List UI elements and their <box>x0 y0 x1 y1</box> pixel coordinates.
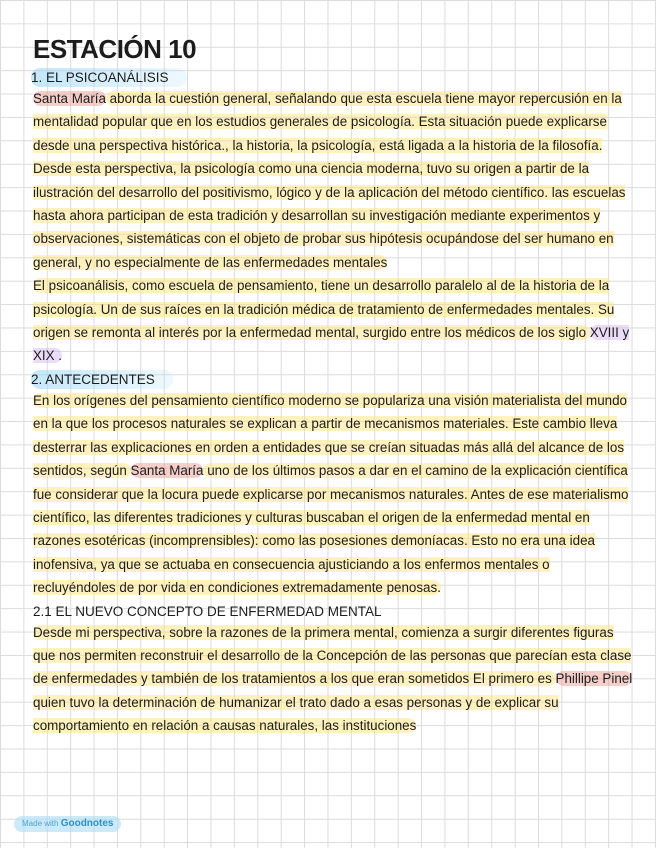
highlighted-text: En los orígenes del pensamiento científico moderno se populariza una visión materialista del mundo en la que los procesos naturales se explican a partir de mecanismos materiales. Este cambio lleva desterrar las explicaciones en orden a entidades que se creían situadas más allá del alcance de los sentidos, según <box>33 392 627 479</box>
section-heading: 1. EL PSICOANÁLISIS <box>31 68 187 87</box>
section-antecedentes <box>33 368 633 600</box>
section-nuevo-concepto <box>33 600 633 738</box>
section-heading: 2. ANTECEDENTES <box>31 370 173 389</box>
note-page <box>33 34 633 738</box>
highlighted-text: Desde mi perspectiva, sobre la razones de la primera mental, comienza a surgir diferentes figuras que nos permiten reconstruir el desarrollo de la Concepción de las personas que parecían esta clase de enfermedades y también de los tratamientos a los que eran sometidos El primero es <box>33 624 632 687</box>
paragraph <box>33 389 633 600</box>
badge-prefix: Made with <box>22 819 59 828</box>
highlighted-text: El psicoanálisis, como escuela de pensamiento, tiene un desarrollo paralelo al de la historia de la psicología. Un de sus raíces en la tradición médica de tratamiento de enfermedades mentales. Su origen se remonta al interés por la enfermedad mental, surgido entre los médicos de los siglo <box>33 278 615 341</box>
paragraph <box>33 274 633 368</box>
page-title: ESTACIÓN 10 <box>33 34 197 64</box>
highlighted-text: uno de los últimos pasos a dar en el camino de la explicación científica fue considerar que la locura puede explicarse por mecanismos naturales. Antes de ese materialismo científico, las diferentes tradiciones y culturas buscaban el origen de la enfermedad mental en razones esotéricas (incomprensibles): como las posesiones demoníacas. Esto no era una idea inofensiva, ya que se actuaba en consecuencia ajusticiando a los enfermos mentales o recluyéndoles de por vida en condiciones extremadamente penosas. <box>33 463 629 596</box>
goodnotes-badge <box>14 816 121 832</box>
paragraph <box>33 87 633 274</box>
highlighted-text: Phillipe Pinel <box>555 671 633 687</box>
highlighted-text: Santa María <box>130 463 204 479</box>
section-heading: 2.1 EL NUEVO CONCEPTO DE ENFERMEDAD MENTAL <box>33 603 382 619</box>
highlighted-text: XVIII y XIX . <box>33 325 630 364</box>
highlighted-text: Santa María <box>33 91 106 106</box>
section-psicoanalisis <box>33 66 633 368</box>
highlighted-text: quien tuvo la determinación de humanizar el trato dado a esas personas y de explicar su comportamiento en relación a causas naturales, las instituciones <box>33 694 559 734</box>
paragraph <box>33 621 633 738</box>
badge-brand: Goodnotes <box>60 818 114 829</box>
highlighted-text: aborda la cuestión general, señalando que esta escuela tiene mayor repercusión en la mentalidad popular que en los estudios generales de psicología. Esta situación puede explicarse desde una perspectiva histórica., la historia, la psicología, está ligada a la historia de la filosofía. Desde esta perspectiva, la psicología como una ciencia moderna, tuvo su origen a partir de la ilustración del desarrollo del positivismo, lógico y de la aplicación del método científico. las escuelas hasta ahora participan de esta tradición y desarrollan su investigación mediante experimentos y observaciones, sistemáticas con el objeto de probar sus hipótesis ocupándose del ser humano en general, y no especialmente de las enfermedades mentales <box>33 91 626 270</box>
